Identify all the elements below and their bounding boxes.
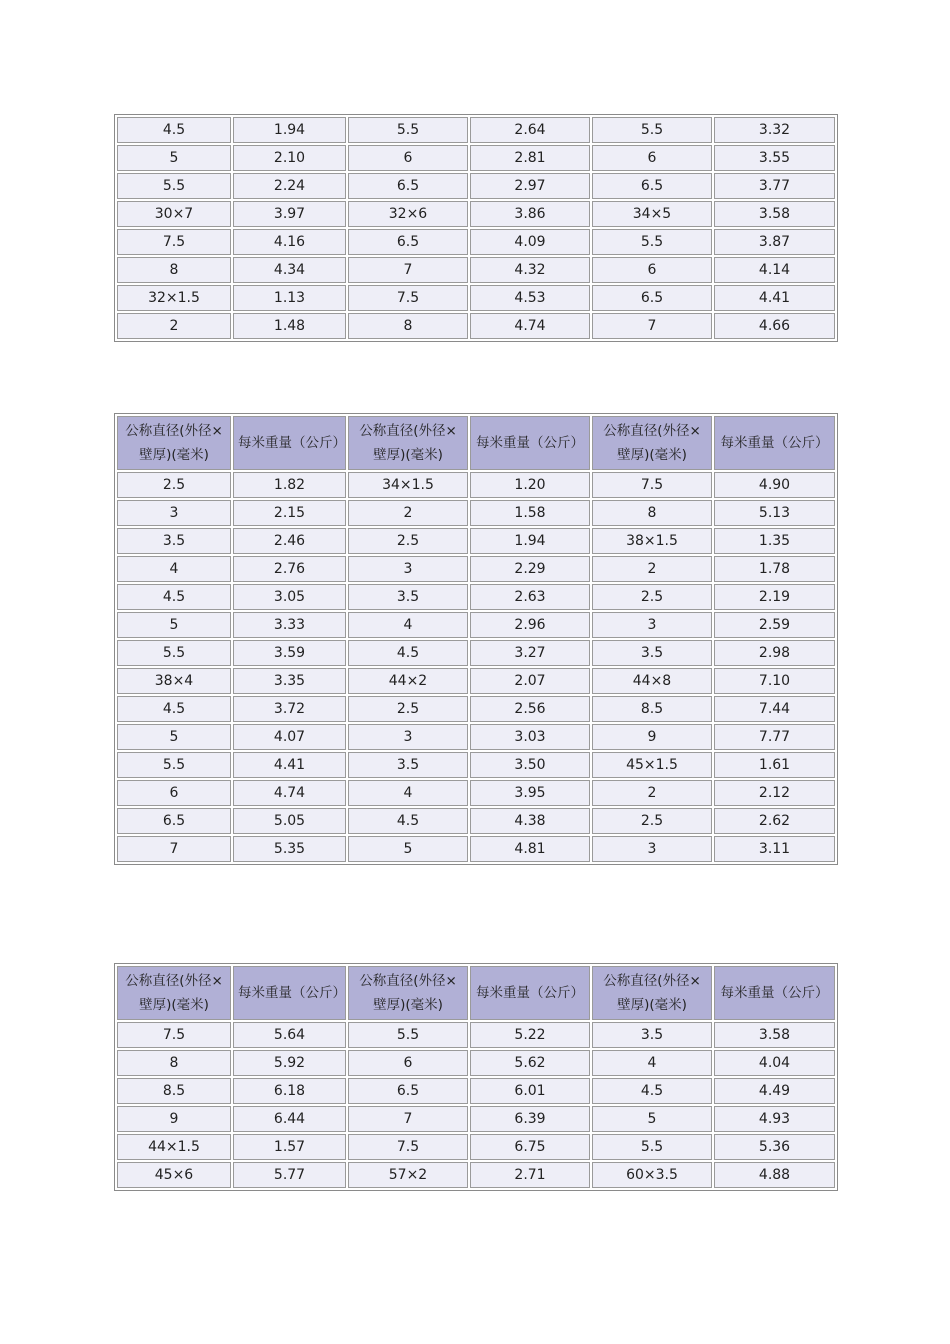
cell-diameter: 3 [117, 500, 231, 526]
cell-diameter: 3 [592, 836, 712, 862]
cell-weight: 2.29 [470, 556, 590, 582]
cell-weight: 3.95 [470, 780, 590, 806]
cell-weight: 3.59 [233, 640, 346, 666]
cell-weight: 2.24 [233, 173, 346, 199]
cell-diameter: 6 [348, 145, 468, 171]
cell-diameter: 44×1.5 [117, 1134, 231, 1160]
cell-diameter: 7.5 [117, 1022, 231, 1048]
cell-weight: 6.18 [233, 1078, 346, 1104]
cell-weight: 4.41 [233, 752, 346, 778]
cell-weight: 1.48 [233, 313, 346, 339]
cell-diameter: 6.5 [348, 173, 468, 199]
cell-diameter: 7 [348, 257, 468, 283]
cell-weight: 4.34 [233, 257, 346, 283]
cell-weight: 3.77 [714, 173, 835, 199]
cell-diameter: 2.5 [117, 472, 231, 498]
cell-weight: 1.82 [233, 472, 346, 498]
cell-weight: 4.88 [714, 1162, 835, 1188]
table-row [117, 1106, 835, 1132]
cell-weight: 3.87 [714, 229, 835, 255]
cell-diameter: 6.5 [592, 173, 712, 199]
header-weight-per-meter: 每米重量（公斤） [233, 966, 346, 1020]
cell-diameter: 8 [117, 1050, 231, 1076]
cell-weight: 7.44 [714, 696, 835, 722]
table-row [117, 500, 835, 526]
cell-weight: 6.39 [470, 1106, 590, 1132]
cell-diameter: 5.5 [348, 1022, 468, 1048]
table-row [117, 1022, 835, 1048]
header-weight-per-meter: 每米重量（公斤） [470, 416, 590, 470]
table-row [117, 528, 835, 554]
cell-diameter: 2.5 [592, 808, 712, 834]
cell-weight: 2.12 [714, 780, 835, 806]
cell-weight: 5.13 [714, 500, 835, 526]
cell-weight: 6.75 [470, 1134, 590, 1160]
cell-diameter: 2.5 [348, 696, 468, 722]
cell-diameter: 2 [592, 780, 712, 806]
cell-diameter: 4 [348, 612, 468, 638]
cell-weight: 4.90 [714, 472, 835, 498]
cell-weight: 1.58 [470, 500, 590, 526]
header-nominal-diameter: 公称直径(外径×壁厚)(毫米) [592, 966, 712, 1020]
cell-weight: 4.53 [470, 285, 590, 311]
table-row [117, 752, 835, 778]
cell-weight: 3.55 [714, 145, 835, 171]
cell-diameter: 38×4 [117, 668, 231, 694]
cell-weight: 1.78 [714, 556, 835, 582]
cell-diameter: 5.5 [592, 229, 712, 255]
cell-diameter: 7 [117, 836, 231, 862]
cell-weight: 3.72 [233, 696, 346, 722]
cell-diameter: 6 [117, 780, 231, 806]
header-nominal-diameter: 公称直径(外径×壁厚)(毫米) [117, 966, 231, 1020]
cell-weight: 4.66 [714, 313, 835, 339]
cell-diameter: 7 [592, 313, 712, 339]
cell-weight: 4.04 [714, 1050, 835, 1076]
cell-weight: 2.96 [470, 612, 590, 638]
cell-diameter: 7 [348, 1106, 468, 1132]
cell-weight: 5.62 [470, 1050, 590, 1076]
cell-diameter: 45×6 [117, 1162, 231, 1188]
cell-weight: 4.41 [714, 285, 835, 311]
cell-diameter: 3.5 [592, 1022, 712, 1048]
cell-diameter: 6 [592, 145, 712, 171]
table-row [117, 313, 835, 339]
cell-diameter: 3.5 [348, 584, 468, 610]
cell-diameter: 5.5 [592, 1134, 712, 1160]
cell-diameter: 8.5 [117, 1078, 231, 1104]
cell-weight: 4.16 [233, 229, 346, 255]
cell-weight: 2.15 [233, 500, 346, 526]
cell-diameter: 8.5 [592, 696, 712, 722]
cell-weight: 5.64 [233, 1022, 346, 1048]
cell-weight: 1.61 [714, 752, 835, 778]
cell-weight: 1.35 [714, 528, 835, 554]
cell-diameter: 6.5 [348, 1078, 468, 1104]
table-header [117, 966, 835, 1020]
header-nominal-diameter: 公称直径(外径×壁厚)(毫米) [592, 416, 712, 470]
cell-diameter: 45×1.5 [592, 752, 712, 778]
cell-weight: 2.59 [714, 612, 835, 638]
cell-weight: 1.94 [470, 528, 590, 554]
cell-weight: 2.76 [233, 556, 346, 582]
table-row [117, 117, 835, 143]
table-row [117, 584, 835, 610]
cell-diameter: 7.5 [117, 229, 231, 255]
cell-diameter: 3.5 [592, 640, 712, 666]
cell-weight: 2.62 [714, 808, 835, 834]
table-header [117, 416, 835, 470]
cell-diameter: 6.5 [592, 285, 712, 311]
cell-diameter: 4 [592, 1050, 712, 1076]
cell-weight: 4.14 [714, 257, 835, 283]
cell-diameter: 5 [348, 836, 468, 862]
table-row [117, 668, 835, 694]
cell-diameter: 4 [348, 780, 468, 806]
cell-diameter: 9 [117, 1106, 231, 1132]
header-nominal-diameter: 公称直径(外径×壁厚)(毫米) [348, 966, 468, 1020]
cell-diameter: 5.5 [117, 173, 231, 199]
header-weight-per-meter: 每米重量（公斤） [233, 416, 346, 470]
cell-diameter: 6.5 [348, 229, 468, 255]
table-row [117, 696, 835, 722]
cell-diameter: 5.5 [592, 117, 712, 143]
cell-diameter: 6 [592, 257, 712, 283]
cell-weight: 1.94 [233, 117, 346, 143]
header-row [117, 966, 835, 1020]
cell-weight: 4.32 [470, 257, 590, 283]
cell-diameter: 5 [592, 1106, 712, 1132]
table-row [117, 1078, 835, 1104]
table-row [117, 612, 835, 638]
cell-weight: 2.71 [470, 1162, 590, 1188]
cell-weight: 3.27 [470, 640, 590, 666]
cell-diameter: 4.5 [117, 696, 231, 722]
cell-weight: 7.10 [714, 668, 835, 694]
cell-diameter: 44×8 [592, 668, 712, 694]
table-row [117, 1050, 835, 1076]
table-row [117, 201, 835, 227]
cell-diameter: 5 [117, 724, 231, 750]
table-row [117, 472, 835, 498]
cell-weight: 2.97 [470, 173, 590, 199]
table-row [117, 1134, 835, 1160]
table-row [117, 836, 835, 862]
cell-diameter: 5 [117, 145, 231, 171]
cell-weight: 4.74 [233, 780, 346, 806]
cell-weight: 4.49 [714, 1078, 835, 1104]
cell-diameter: 2 [592, 556, 712, 582]
cell-diameter: 32×1.5 [117, 285, 231, 311]
cell-weight: 5.22 [470, 1022, 590, 1048]
header-row [117, 416, 835, 470]
cell-diameter: 8 [592, 500, 712, 526]
cell-weight: 6.01 [470, 1078, 590, 1104]
cell-weight: 5.92 [233, 1050, 346, 1076]
cell-diameter: 2 [117, 313, 231, 339]
cell-weight: 5.77 [233, 1162, 346, 1188]
cell-weight: 3.86 [470, 201, 590, 227]
table-row [117, 556, 835, 582]
cell-diameter: 7.5 [592, 472, 712, 498]
table-row [117, 145, 835, 171]
cell-weight: 3.97 [233, 201, 346, 227]
table-row [117, 173, 835, 199]
table-row [117, 808, 835, 834]
cell-weight: 3.11 [714, 836, 835, 862]
cell-diameter: 8 [348, 313, 468, 339]
cell-weight: 2.56 [470, 696, 590, 722]
cell-diameter: 5.5 [348, 117, 468, 143]
table-body [117, 472, 835, 862]
cell-weight: 2.63 [470, 584, 590, 610]
cell-diameter: 4.5 [117, 117, 231, 143]
cell-diameter: 4.5 [117, 584, 231, 610]
header-weight-per-meter: 每米重量（公斤） [714, 966, 835, 1020]
cell-weight: 2.98 [714, 640, 835, 666]
cell-weight: 3.35 [233, 668, 346, 694]
table-row [117, 285, 835, 311]
cell-diameter: 3 [348, 556, 468, 582]
cell-diameter: 9 [592, 724, 712, 750]
cell-diameter: 4.5 [348, 808, 468, 834]
steel-pipe-table-3 [114, 963, 838, 1191]
table-row [117, 724, 835, 750]
cell-weight: 2.64 [470, 117, 590, 143]
cell-weight: 7.77 [714, 724, 835, 750]
cell-diameter: 4 [117, 556, 231, 582]
cell-diameter: 34×5 [592, 201, 712, 227]
table-row [117, 1162, 835, 1188]
cell-weight: 3.03 [470, 724, 590, 750]
cell-weight: 4.07 [233, 724, 346, 750]
header-weight-per-meter: 每米重量（公斤） [470, 966, 590, 1020]
cell-weight: 2.46 [233, 528, 346, 554]
cell-weight: 2.10 [233, 145, 346, 171]
cell-weight: 4.09 [470, 229, 590, 255]
cell-weight: 1.13 [233, 285, 346, 311]
table-body [117, 1022, 835, 1188]
table-row [117, 640, 835, 666]
cell-diameter: 5.5 [117, 640, 231, 666]
cell-diameter: 38×1.5 [592, 528, 712, 554]
cell-diameter: 3 [348, 724, 468, 750]
cell-diameter: 6.5 [117, 808, 231, 834]
cell-weight: 3.33 [233, 612, 346, 638]
cell-diameter: 34×1.5 [348, 472, 468, 498]
table-body [117, 117, 835, 339]
cell-weight: 2.07 [470, 668, 590, 694]
cell-weight: 4.74 [470, 313, 590, 339]
cell-diameter: 30×7 [117, 201, 231, 227]
cell-diameter: 6 [348, 1050, 468, 1076]
cell-diameter: 4.5 [348, 640, 468, 666]
cell-diameter: 32×6 [348, 201, 468, 227]
cell-weight: 4.93 [714, 1106, 835, 1132]
cell-weight: 3.58 [714, 201, 835, 227]
table-row [117, 257, 835, 283]
cell-diameter: 8 [117, 257, 231, 283]
cell-diameter: 4.5 [592, 1078, 712, 1104]
cell-weight: 3.50 [470, 752, 590, 778]
steel-pipe-table-1 [114, 114, 838, 342]
cell-diameter: 7.5 [348, 285, 468, 311]
table-row [117, 229, 835, 255]
cell-diameter: 5.5 [117, 752, 231, 778]
cell-diameter: 3 [592, 612, 712, 638]
cell-diameter: 7.5 [348, 1134, 468, 1160]
header-weight-per-meter: 每米重量（公斤） [714, 416, 835, 470]
cell-diameter: 3.5 [117, 528, 231, 554]
cell-diameter: 2.5 [592, 584, 712, 610]
cell-weight: 5.05 [233, 808, 346, 834]
cell-diameter: 60×3.5 [592, 1162, 712, 1188]
steel-pipe-table-2 [114, 413, 838, 865]
cell-weight: 6.44 [233, 1106, 346, 1132]
header-nominal-diameter: 公称直径(外径×壁厚)(毫米) [117, 416, 231, 470]
header-nominal-diameter: 公称直径(外径×壁厚)(毫米) [348, 416, 468, 470]
cell-weight: 4.38 [470, 808, 590, 834]
cell-weight: 2.19 [714, 584, 835, 610]
cell-diameter: 5 [117, 612, 231, 638]
cell-diameter: 2.5 [348, 528, 468, 554]
cell-weight: 3.05 [233, 584, 346, 610]
table-row [117, 780, 835, 806]
cell-weight: 5.35 [233, 836, 346, 862]
cell-diameter: 3.5 [348, 752, 468, 778]
cell-diameter: 57×2 [348, 1162, 468, 1188]
cell-weight: 5.36 [714, 1134, 835, 1160]
cell-weight: 4.81 [470, 836, 590, 862]
cell-weight: 1.57 [233, 1134, 346, 1160]
cell-weight: 2.81 [470, 145, 590, 171]
cell-weight: 1.20 [470, 472, 590, 498]
cell-weight: 3.58 [714, 1022, 835, 1048]
cell-weight: 3.32 [714, 117, 835, 143]
cell-diameter: 2 [348, 500, 468, 526]
cell-diameter: 44×2 [348, 668, 468, 694]
